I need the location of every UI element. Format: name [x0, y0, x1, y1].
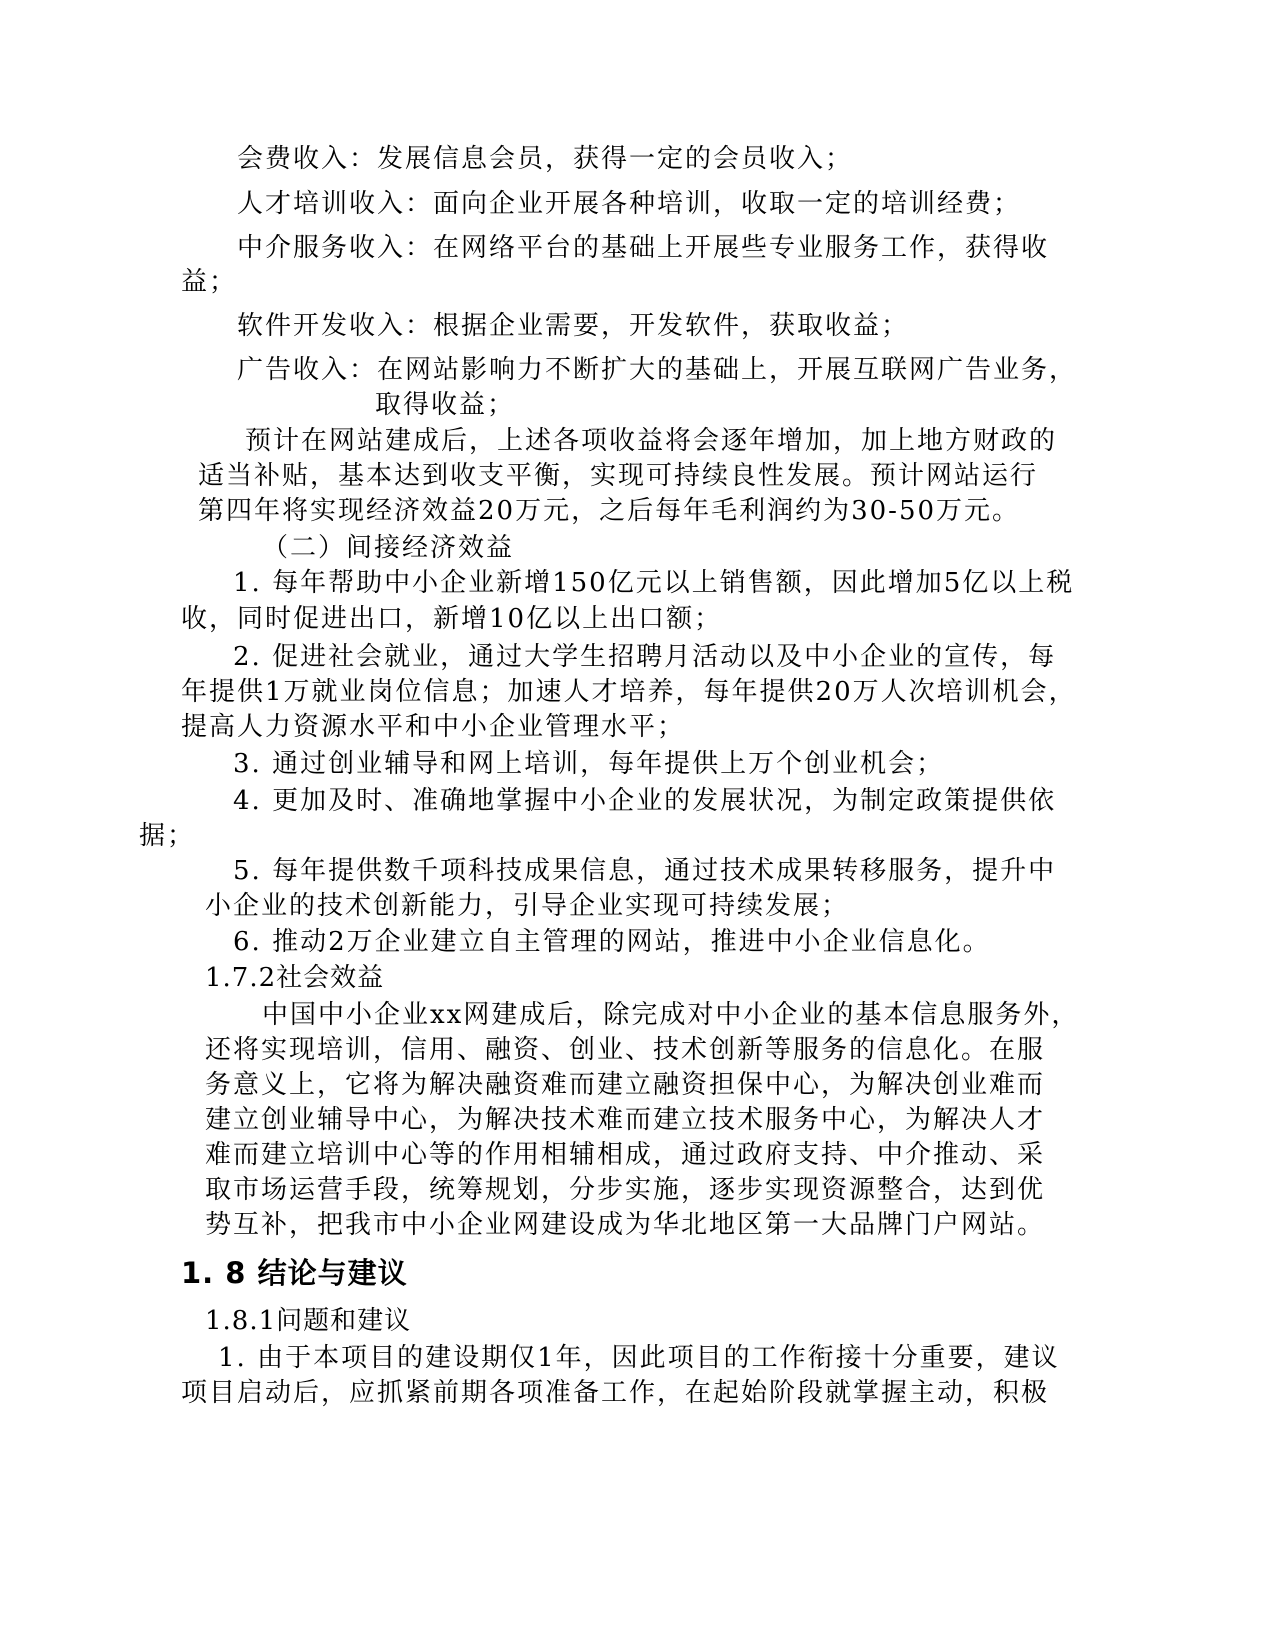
indirect-benefits-heading: （二）间接经济效益 [262, 533, 515, 563]
indirect-item-4-line-2: 据； [139, 821, 196, 851]
indirect-item-2-line-2: 年提供1万就业岗位信息；加速人才培养，每年提供20万人次培训机会， [181, 677, 1077, 707]
social-line-1: 中国中小企业xx网建成后，除完成对中小企业的基本信息服务外， [262, 1000, 1080, 1030]
social-line-3: 务意义上，它将为解决融资难而建立融资担保中心，为解决创业难而 [205, 1070, 1046, 1100]
forecast-line-2: 适当补贴，基本达到收支平衡，实现可持续良性发展。预计网站运行 [198, 461, 1039, 491]
social-line-6: 取市场运营手段，统筹规划，分步实施，逐步实现资源整合，达到优 [205, 1175, 1046, 1205]
indirect-item-6: 6. 推动2万企业建立自主管理的网站，推进中小企业信息化。 [233, 927, 991, 957]
intermediary-income-line-2: 益； [181, 267, 238, 297]
indirect-item-2-line-1: 2. 促进社会就业，通过大学生招聘月活动以及中小企业的宣传，每 [233, 642, 1057, 672]
indirect-item-4-line-1: 4. 更加及时、准确地掌握中小企业的发展状况，为制定政策提供依 [233, 786, 1057, 816]
indirect-item-5-line-1: 5. 每年提供数千项科技成果信息，通过技术成果转移服务，提升中 [233, 856, 1057, 886]
social-line-7: 势互补，把我市中小企业网建设成为华北地区第一大品牌门户网站。 [205, 1210, 1046, 1240]
forecast-line-3: 第四年将实现经济效益20万元，之后每年毛利润约为30-50万元。 [198, 496, 1021, 526]
social-line-4: 建立创业辅导中心，为解决技术难而建立技术服务中心，为解决人才 [205, 1105, 1046, 1135]
advertising-income-line-2: 取得收益； [375, 390, 516, 420]
training-income-line: 人才培训收入：面向企业开展各种培训，收取一定的培训经费； [237, 189, 1022, 219]
intermediary-income-line-1: 中介服务收入：在网络平台的基础上开展些专业服务工作，获得收 [237, 233, 1050, 263]
social-line-2: 还将实现培训，信用、融资、创业、技术创新等服务的信息化。在服 [205, 1035, 1046, 1065]
conclusion-heading: 1. 8 结论与建议 [181, 1256, 408, 1290]
conclusion-item-1-line-2: 项目启动后，应抓紧前期各项准备工作，在起始阶段就掌握主动，积极 [181, 1378, 1050, 1408]
indirect-item-5-line-2: 小企业的技术创新能力，引导企业实现可持续发展； [205, 891, 850, 921]
indirect-item-2-line-3: 提高人力资源水平和中小企业管理水平； [181, 712, 686, 742]
membership-income-line: 会费收入：发展信息会员，获得一定的会员收入； [237, 144, 854, 174]
indirect-item-1-line-1: 1. 每年帮助中小企业新增150亿元以上销售额，因此增加5亿以上税 [233, 568, 1075, 598]
forecast-line-1: 预计在网站建成后，上述各项收益将会逐年增加，加上地方财政的 [245, 426, 1058, 456]
advertising-income-line-1: 广告收入：在网站影响力不断扩大的基础上，开展互联网广告业务， [237, 355, 1078, 385]
indirect-item-1-line-2: 收，同时促进出口，新增10亿以上出口额； [181, 604, 723, 634]
indirect-item-3: 3. 通过创业辅导和网上培训，每年提供上万个创业机会； [233, 749, 945, 779]
social-benefits-heading: 1.7.2社会效益 [205, 963, 385, 993]
issues-subheading: 1.8.1问题和建议 [205, 1306, 412, 1336]
software-income-line: 软件开发收入：根据企业需要，开发软件，获取收益； [237, 311, 910, 341]
social-line-5: 难而建立培训中心等的作用相辅相成，通过政府支持、中介推动、采 [205, 1140, 1046, 1170]
conclusion-item-1-line-1: 1. 由于本项目的建设期仅1年，因此项目的工作衔接十分重要，建议 [218, 1343, 1060, 1373]
